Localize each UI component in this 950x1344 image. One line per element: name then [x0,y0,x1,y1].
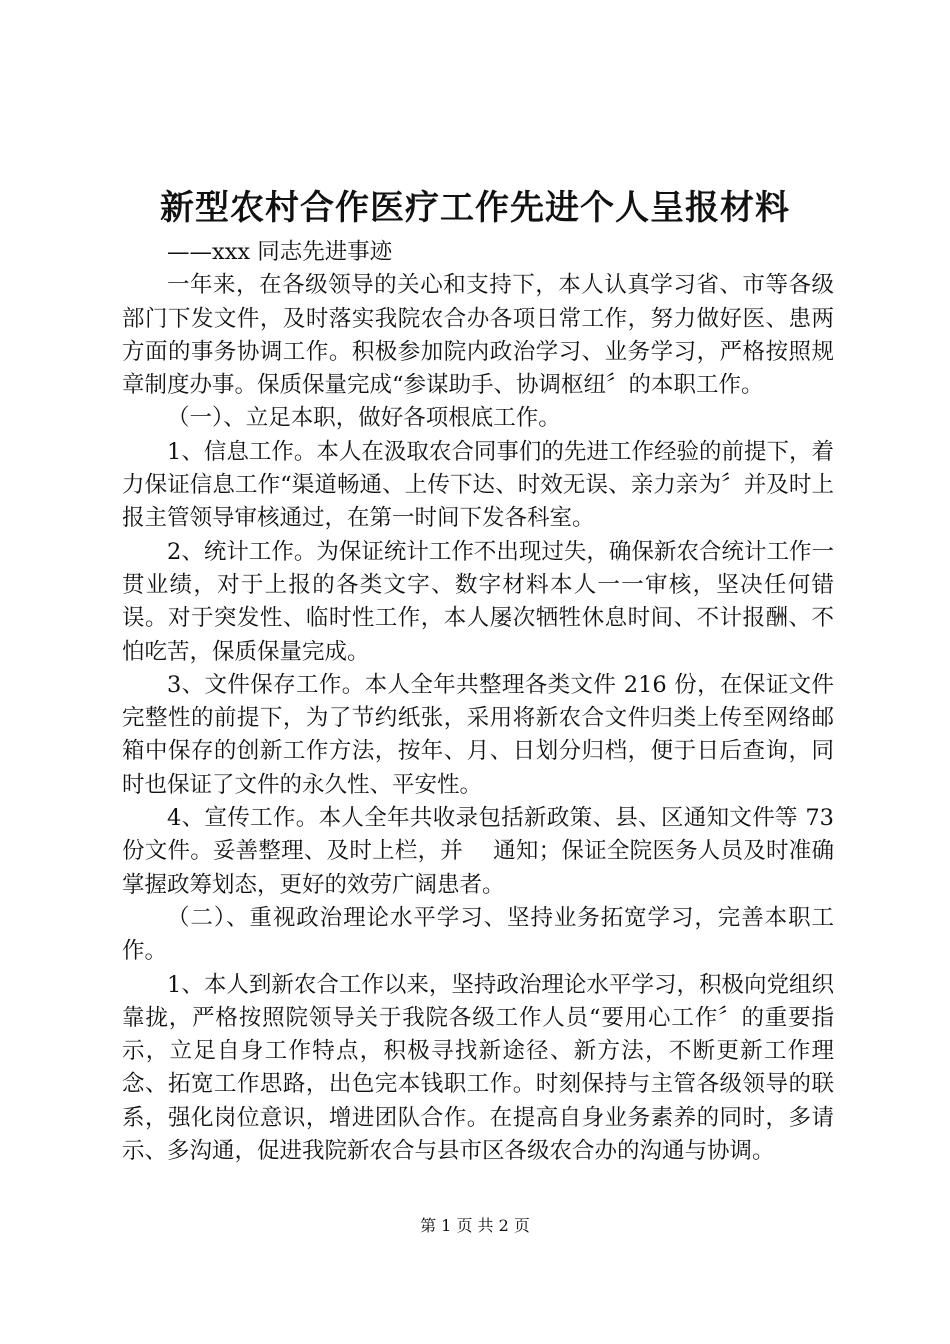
section-heading-1: （一）、立足本职，做好各项根底工作。 [167,405,561,432]
paragraph-intro: 一年来，在各级领导的关心和支持下，本人认真学习省、市等各级部门下发文件，及时落实我院农合办各项日常工作，努力做好医、患两方面的事务协调工作。积极参加院内政治学习、业务学习，严格按照规章制度办事。保质保量完成“参谋助手、协调枢纽〞的本职工作。 [122,272,834,399]
paragraph-statistics-work: 2、统计工作。为保证统计工作不出现过失，确保新农合统计工作一贯业绩，对于上报的各类文字、数字材料本人一一审核，坚决任何错误。对于突发性、临时性工作，本人屡次牺牲休息时间、不计报酬、不怕吃苦，保质保量完成。 [122,538,834,665]
paragraph-publicity-work: 4、宣传工作。本人全年共收录包括新政策、县、区通知文件等 73 份文件。妥善整理、及时上栏，并 通知；保证全院医务人员及时准确掌握政筹划态，更好的效劳广阔患者。 [122,805,834,898]
document-body [122,236,834,1168]
paragraph-political-study: 1、本人到新农合工作以来，坚持政治理论水平学习，积极向党组织靠拢，严格按照院领导关于我院各级工作人员“要用心工作〞的重要指示，立足自身工作特点，积极寻找新途径、新方法，不断更新工作理念、拓宽工作思路，出色完本钱职工作。时刻保持与主管各级领导的联系，强化岗位意识，增进团队合作。在提高自身业务素养的同时，多请示、多沟通，促进我院新农合与县市区各级农合办的沟通与协调。 [122,971,834,1165]
section-heading-2: （二）、重视政治理论水平学习、坚持业务拓宽学习，完善本职工作。 [122,904,834,965]
document-title: 新型农村合作医疗工作先进个人呈报材料 [160,188,790,228]
page-number: 第 1 页 共 2 页 [420,1216,530,1235]
paragraph-file-storage-work: 3、文件保存工作。本人全年共整理各类文件 216 份，在保证文件完整性的前提下，为了节约纸张，采用将新农合文件归类上传至网络邮箱中保存的创新工作方法，按年、月、日划分归档，便于日后查询，同时也保证了文件的永久性、平安性。 [122,671,834,798]
document-subtitle: ——xxx 同志先进事迹 [167,239,393,265]
paragraph-information-work: 1、信息工作。本人在汲取农合同事们的先进工作经验的前提下，着力保证信息工作“渠道畅通、上传下达、时效无误、亲力亲为〞并及时上报主管领导审核通过，在第一时间下发各科室。 [122,438,834,532]
